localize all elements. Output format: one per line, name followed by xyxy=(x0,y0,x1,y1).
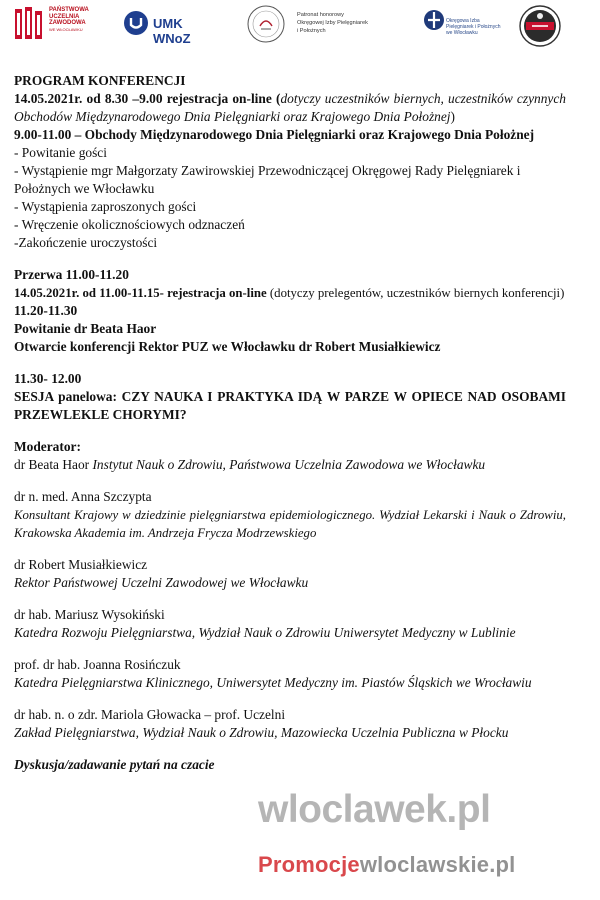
patronat-line1: Patronat honorowy xyxy=(297,12,344,18)
program-document xyxy=(14,72,566,774)
panelist-name: dr hab. Mariusz Wysokiński xyxy=(14,607,165,622)
registration-1-paren-open: ( xyxy=(271,91,281,106)
opening-rector: Otwarcie konferencji Rektor PUZ we Włocławku dr Robert Musiałkiewicz xyxy=(14,339,441,354)
obchody-heading: 9.00-11.00 – Obchody Międzynarodowego Dnia Pielęgniarki oraz Krajowego Dnia Położnej xyxy=(14,127,535,142)
puz-line4: WE WŁOCŁAWKU xyxy=(49,26,83,32)
moderator-entry xyxy=(14,456,566,474)
patronat-text xyxy=(297,11,389,35)
patronat-line3: i Położnych xyxy=(297,28,326,34)
session-title: SESJA panelowa: CZY NAUKA I PRAKTYKA IDĄ W PARZE W OPIECE NAD OSOBAMI PRZEWLEKLE CHORYMI? xyxy=(14,389,566,422)
badge-logo xyxy=(518,4,562,48)
nipip-logo xyxy=(246,4,286,44)
discussion-note: Dyskusja/zadawanie pytań na czacie xyxy=(14,757,215,772)
moderator-name: dr Beata Haor xyxy=(14,457,93,472)
panelist-entry xyxy=(14,656,566,692)
panelist-entry xyxy=(14,488,566,542)
patronat-line2: Okręgowej Izby Pielęgniarek xyxy=(297,20,368,26)
panelist-name: dr hab. n. o zdr. Mariola Głowacka – prof. Uczelni xyxy=(14,707,286,722)
oipip-emblem-icon xyxy=(423,6,445,38)
umk-logo-text: UMK WNoZ xyxy=(153,16,191,46)
registration-2-note: (dotyczy prelegentów, uczestników biernych konferencji) xyxy=(266,286,565,300)
moderator-section xyxy=(14,438,566,474)
registration-1-time: 14.05.2021r. od 8.30 –9.00 rejestracja on-line xyxy=(14,91,272,106)
obchody-section xyxy=(14,126,566,252)
session-time: 11.30- 12.00 xyxy=(14,371,82,386)
obchody-item: - Wręczenie okolicznościowych odznaczeń xyxy=(14,217,245,232)
registration-1-note: dotyczy uczestników biernych, uczestników czynnych Obchodów Międzynarodowego Dnia Pielęgniarki oraz Krajowego Dnia Położnej xyxy=(14,91,567,124)
moderator-affiliation: Instytut Nauk o Zdrowiu, Państwowa Uczelnia Zawodowa we Włocławku xyxy=(92,457,486,472)
panelist-name: dr n. med. Anna Szczypta xyxy=(14,489,152,504)
moderator-label: Moderator: xyxy=(14,439,81,454)
watermark-promocje xyxy=(258,852,516,878)
registration-2 xyxy=(14,284,566,302)
panelist-name: dr Robert Musiałkiewicz xyxy=(14,557,148,572)
obchody-item: - Powitanie gości xyxy=(14,145,107,160)
watermark-wloclawek: wloclawek.pl xyxy=(258,788,491,831)
watermark-promocje-red: Promocje xyxy=(258,852,360,877)
oipip-line3: we Włocławku xyxy=(446,30,478,36)
umk-emblem-icon xyxy=(123,10,149,36)
panelist-affiliation: Katedra Rozwoju Pielęgniarstwa, Wydział Nauk o Zdrowiu Uniwersytet Medyczny w Lublinie xyxy=(14,625,516,640)
puz-emblem-icon xyxy=(14,6,44,40)
oipip-logo-text xyxy=(446,18,508,36)
panelist-name: prof. dr hab. Joanna Rosińczuk xyxy=(14,657,181,672)
opening-section xyxy=(14,302,566,356)
panelist-entry xyxy=(14,606,566,642)
opening-time: 11.20-11.30 xyxy=(14,303,78,318)
panelist-entry xyxy=(14,556,566,592)
panelist-affiliation: Konsultant Krajowy w dziedzinie pielęgniarstwa epidemiologicznego. Wydział Lekarski i Nauk o Zdrowiu, Krakowska Akademia im. Andrzeja Frycza Modrzewskiego xyxy=(14,508,566,540)
program-title: PROGRAM KONFERENCJI xyxy=(14,73,186,88)
watermark-promocje-grey: wloclawskie.pl xyxy=(359,852,516,877)
puz-line1: PAŃSTWOWA xyxy=(49,7,89,13)
oipip-line1: Okręgowa Izba xyxy=(446,18,480,24)
nipip-seal-icon xyxy=(246,4,286,44)
logo-header xyxy=(0,0,600,52)
panelist-affiliation: Zakład Pielęgniarstwa, Wydział Nauk o Zdrowiu, Mazowiecka Uczelnia Publiczna w Płocku xyxy=(14,725,509,740)
registration-1 xyxy=(14,90,566,126)
shield-badge-icon xyxy=(518,4,562,48)
puz-line3: ZAWODOWA xyxy=(49,20,86,27)
oipip-line2: Pielęgniarek i Położnych xyxy=(446,24,501,30)
session-section xyxy=(14,370,566,424)
obchody-item: - Wystąpienie mgr Małgorzaty Zawirowskiej Przewodniczącej Okręgowej Rady Pielęgniarek i Położnych we Włocławku xyxy=(14,163,521,196)
obchody-item: - Wystąpienia zaproszonych gości xyxy=(14,199,197,214)
break-time: Przerwa 11.00-11.20 xyxy=(14,267,129,282)
panelist-entry xyxy=(14,706,566,742)
puz-line2: UCZELNIA xyxy=(49,13,80,20)
registration-1-paren-close: ) xyxy=(450,109,455,124)
panelist-affiliation: Rektor Państwowej Uczelni Zawodowej we Włocławku xyxy=(14,575,309,590)
panelist-affiliation: Katedra Pielęgniarstwa Klinicznego, Uniwersytet Medyczny im. Piastów Śląskich we Wrocławiu xyxy=(14,675,532,690)
opening-welcome: Powitanie dr Beata Haor xyxy=(14,321,157,336)
obchody-item: -Zakończenie uroczystości xyxy=(14,235,158,250)
puz-logo-text xyxy=(49,7,89,33)
puz-logo xyxy=(14,4,114,44)
umk-logo xyxy=(123,4,223,44)
registration-2-time: 14.05.2021r. od 11.00-11.15- rejestracja on-line xyxy=(14,286,267,300)
